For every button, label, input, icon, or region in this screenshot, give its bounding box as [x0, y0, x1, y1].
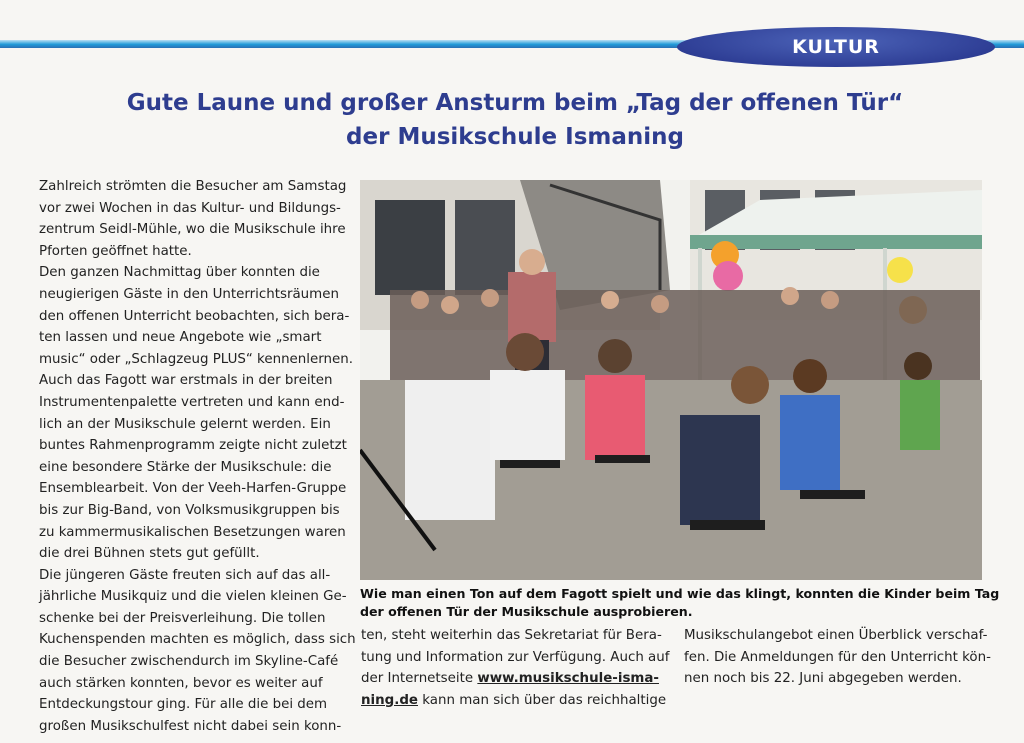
article-column-2	[361, 625, 670, 711]
photo-child-head	[793, 359, 827, 393]
column2-line: tung und Information zur Verfügung. Auch auf	[361, 649, 670, 665]
column2-line	[361, 668, 666, 690]
column1-line: Auch das Fagott war erstmals in der breiten	[39, 373, 333, 389]
photo-chair	[500, 460, 560, 468]
photo-illustration	[360, 180, 982, 580]
photo-child-blue-shirt	[780, 395, 840, 490]
photo-person-head	[481, 289, 499, 307]
photo-child-navy-shirt	[680, 415, 760, 525]
column1-line: den offenen Unterricht beobachten, sich bera-	[39, 308, 350, 324]
column1-line: zu kammermusikalischen Besetzungen waren	[39, 524, 346, 540]
column2-line	[361, 690, 666, 712]
column2-line: ten, steht weiterhin das Sekretariat für Bera-	[361, 628, 662, 643]
article-column-3	[684, 625, 991, 690]
photo-child-pink-shirt	[585, 375, 645, 460]
photo-child-head	[904, 352, 932, 380]
photo-child-head	[506, 333, 544, 371]
column1-line: music“ oder „Schlagzeug PLUS“ kennenlernen.	[39, 351, 353, 367]
photo-chair	[690, 520, 765, 530]
column1-line: großen Musikschulfest nicht dabei sein konn-	[39, 718, 342, 734]
photo-child-green-shirt	[900, 380, 940, 450]
column1-line: die drei Bühnen stets gut gefüllt.	[39, 546, 260, 562]
photo-person-head	[781, 287, 799, 305]
photo-chair	[595, 455, 650, 463]
column1-line: Den ganzen Nachmittag über konnten die	[39, 265, 320, 281]
column1-line: ten lassen und neue Angebote wie „smart	[39, 330, 322, 346]
column3-line: fen. Die Anmeldungen für den Unterricht kön-	[684, 649, 991, 665]
headline-line-1: Gute Laune und großer Ansturm beim „Tag der offenen Tür“	[126, 90, 904, 116]
photo-audience	[390, 290, 980, 380]
photo-window	[455, 200, 515, 295]
column1-line: jährliche Musikquiz und die vielen kleinen Ge-	[39, 589, 347, 605]
column3-line: nen noch bis 22. Juni abgegeben werden.	[684, 671, 962, 687]
website-link-continued[interactable]: ning.de	[361, 692, 418, 708]
column1-line: Kuchenspenden machten es möglich, dass sich	[39, 632, 356, 648]
column1-line: lich an der Musikschule gelernt werden. Ein	[39, 416, 331, 432]
photo-person-head	[821, 291, 839, 309]
column1-line: Entdeckungstour ging. Für alle die bei dem	[39, 697, 328, 713]
column1-line: buntes Rahmenprogramm zeigte nicht zuletzt	[39, 438, 347, 454]
column1-line: auch stärken konnten, bevor es weiter auf	[39, 675, 323, 691]
column1-line: Zahlreich strömten die Besucher am Samstag	[39, 179, 347, 194]
photo-person-head	[601, 291, 619, 309]
photo-chair	[800, 490, 865, 499]
column1-line: schenke bei der Preisverleihung. Die tollen	[39, 610, 326, 626]
section-label: KULTUR	[792, 36, 880, 58]
section-badge	[677, 27, 995, 67]
caption-line-1: Wie man einen Ton auf dem Fagott spielt und wie das klingt, konnten die Kinder beim Tag	[360, 586, 1000, 601]
photo-person-head	[651, 295, 669, 313]
column1-line: vor zwei Wochen in das Kultur- und Bildungs-	[39, 200, 341, 216]
caption-line-2: der offenen Tür der Musikschule ausprobieren.	[360, 604, 693, 619]
column2-text: kann man sich über das reichhaltige	[418, 692, 667, 708]
column1-line: neugierigen Gäste in den Unterrichtsräumen	[39, 286, 339, 302]
column3-line: Musikschulangebot einen Überblick verschaf-	[684, 628, 988, 643]
column2-text: der Internetseite	[361, 671, 478, 687]
column1-line: Pforten geöffnet hatte.	[39, 243, 192, 259]
column1-line: Instrumentenpalette vertreten und kann end-	[39, 394, 345, 410]
photo-child-head	[598, 339, 632, 373]
photo-child-head	[731, 366, 769, 404]
column1-line: die Besucher zwischendurch im Skyline-Café	[39, 654, 339, 670]
column1-line: zentrum Seidl-Mühle, wo die Musikschule ihre	[39, 222, 346, 238]
article-column-1	[39, 176, 356, 737]
photo-window	[375, 200, 445, 295]
photo-conductor-head	[519, 249, 545, 275]
photo-podium	[405, 380, 495, 520]
article-headline	[100, 86, 930, 154]
column1-line: eine besondere Stärke der Musikschule: die	[39, 459, 332, 475]
photo-balloon	[713, 261, 743, 291]
photo-child-white-shirt	[490, 370, 565, 460]
photo-caption	[360, 585, 1000, 621]
photo-conductor-shirt	[508, 272, 556, 342]
website-link[interactable]: www.musikschule-isma-	[477, 671, 659, 687]
photo-balloon	[887, 257, 913, 283]
photo-person-head	[441, 296, 459, 314]
column1-line: bis zur Big-Band, von Volksmusikgruppen bis	[39, 502, 340, 518]
photo-person-head	[411, 291, 429, 309]
column1-line: Die jüngeren Gäste freuten sich auf das all-	[39, 567, 331, 583]
column1-line: Ensemblearbeit. Von der Veeh-Harfen-Gruppe	[39, 481, 347, 497]
headline-line-2: der Musikschule Ismaning	[346, 124, 684, 150]
article-photo	[360, 180, 982, 580]
